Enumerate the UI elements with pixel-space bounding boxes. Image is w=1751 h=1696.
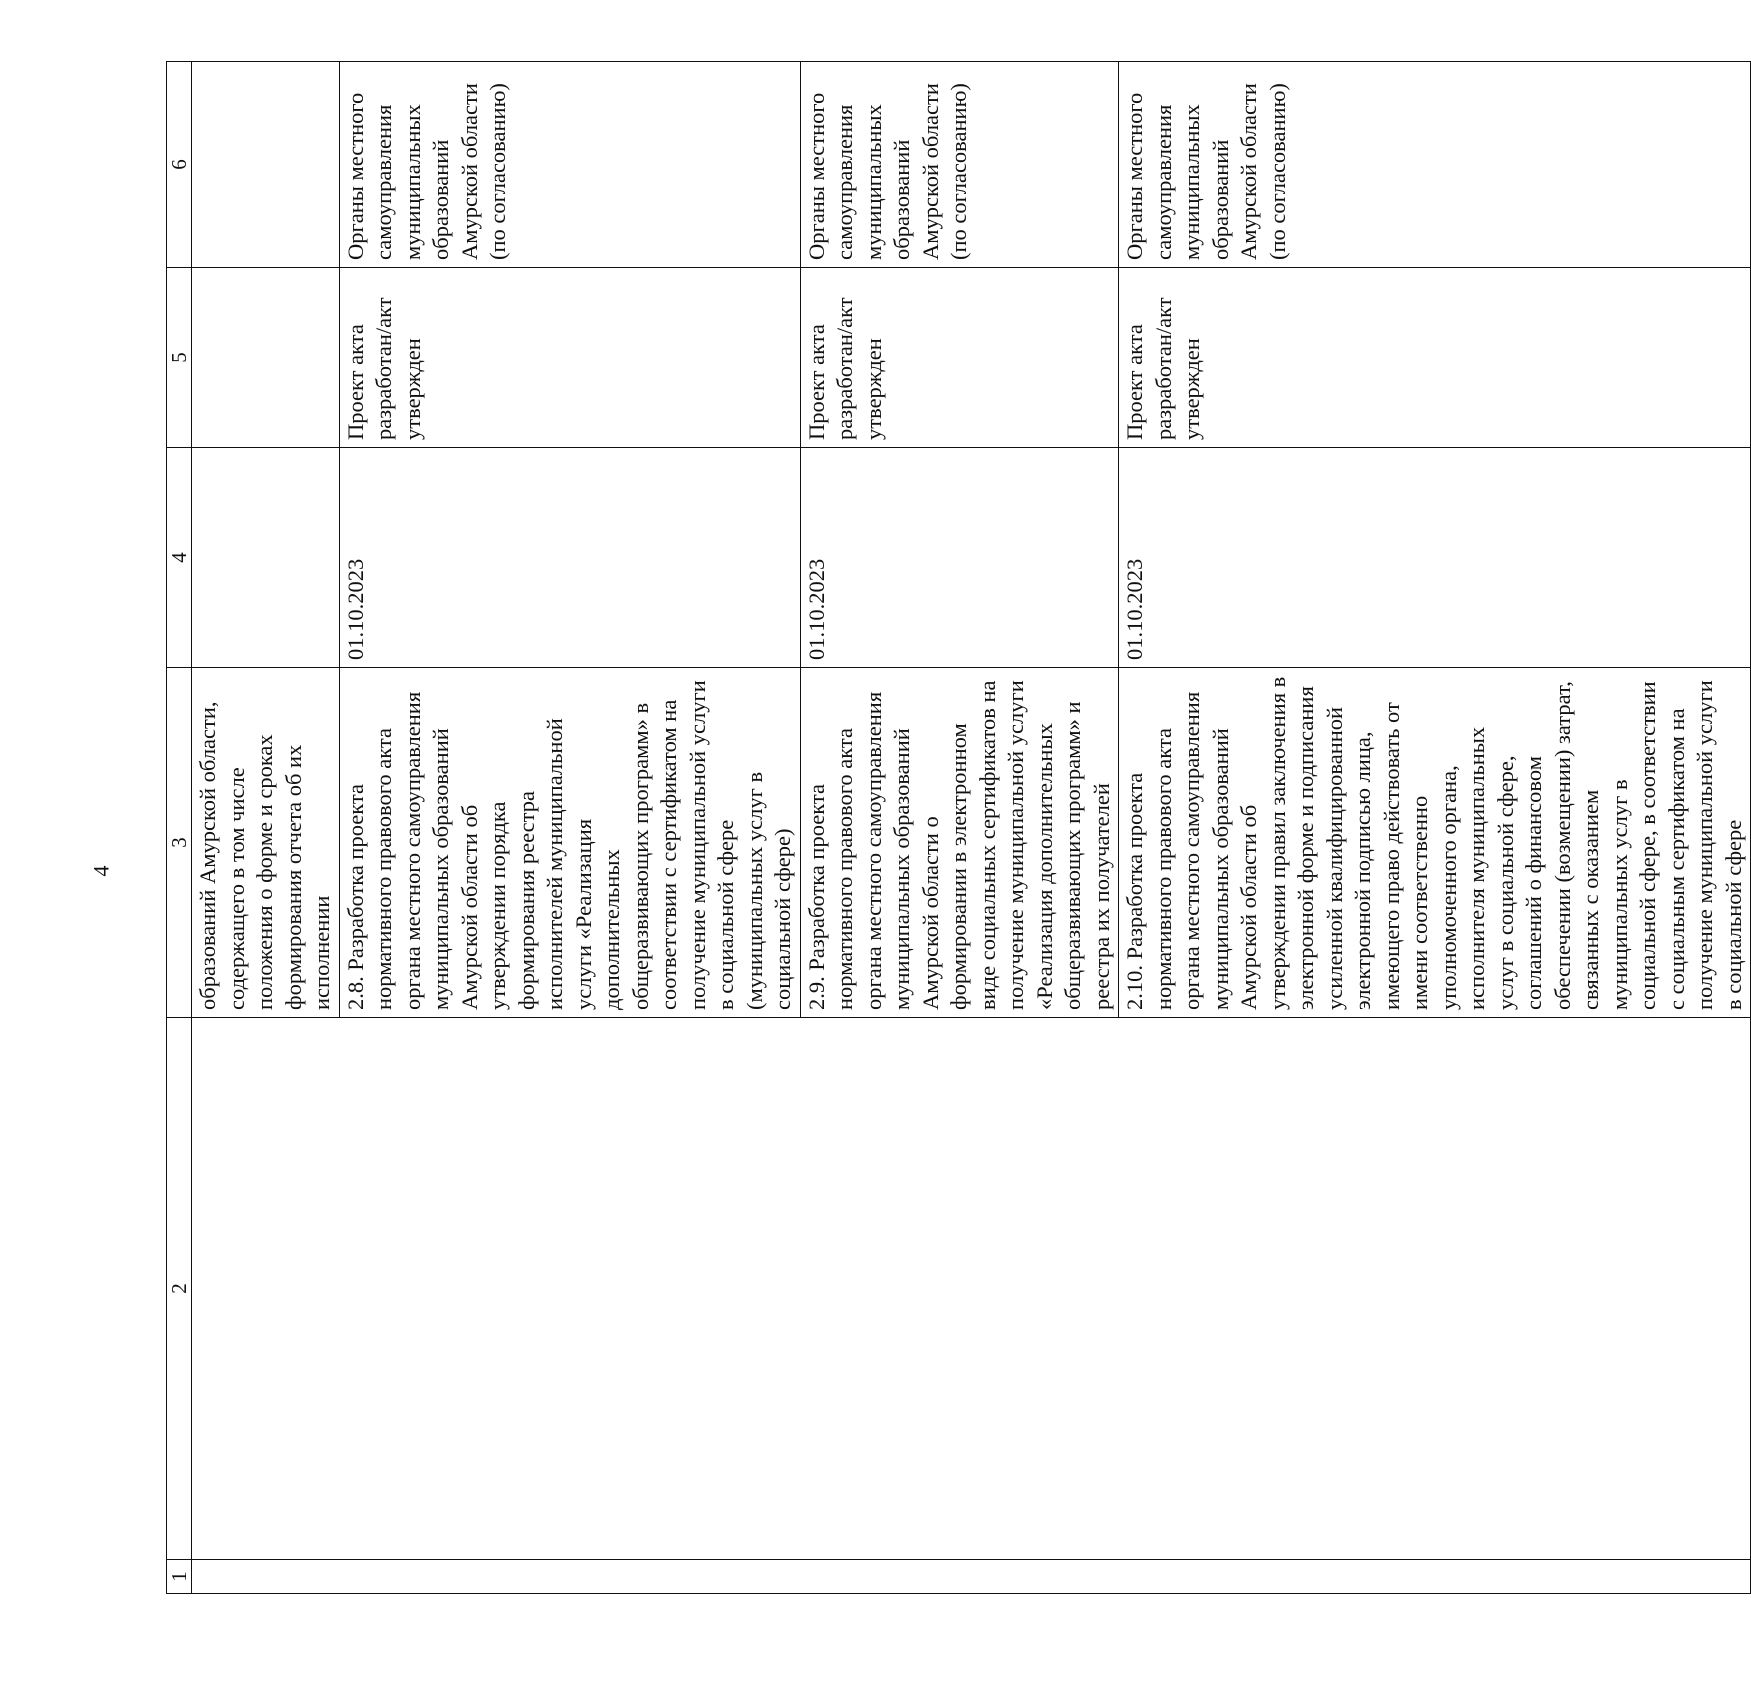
row-responsible: Органы местного самоуправления муниципальных образований Амурской области (по согласованию) bbox=[800, 62, 1119, 268]
header-row bbox=[167, 62, 192, 1594]
row-result: Проект акта разработан/акт утвержден bbox=[800, 268, 1119, 448]
cell-empty bbox=[192, 268, 340, 448]
row-date: 01.10.2023 bbox=[339, 448, 800, 668]
row-description: 2.10. Разработка проекта нормативного правового акта органа местного самоуправления муниципальных образований Амурской области об утверждении правил заключения в электронной форме и подписания усиленной квалифицированной электронной подписью лица, имеющего право действовать от имени соответственно уполномоченного органа, исполнителя муниципальных услуг в социальной сфере, соглашений о финансовом обеспечении (возмещении) затрат, связанных с оказанием муниципальных услуг в социальной сфере, в соответствии с социальным сертификатом на получение муниципальной услуги в социальной сфере bbox=[1119, 668, 1751, 1018]
header-col-5: 5 bbox=[167, 268, 192, 448]
cell-empty bbox=[192, 448, 340, 668]
row-date: 01.10.2023 bbox=[1119, 448, 1751, 668]
plan-table bbox=[166, 61, 1751, 1594]
rotated-table-container bbox=[166, 62, 1746, 1594]
row-description: 2.8. Разработка проекта нормативного правового акта органа местного самоуправления муниципальных образований Амурской области об утверждении порядка формирования реестра исполнителей муниципальной услуги «Реализация дополнительных общеразвивающих программ» в соответствии с сертификатом на получение муниципальной услуги в социальной сфере (муниципальных услуг в социальной сфере) bbox=[339, 668, 800, 1018]
cell-empty bbox=[192, 62, 340, 268]
continuation-text: образований Амурской области, содержащего в том числе положения о форме и сроках формирования отчета об их исполнении bbox=[192, 668, 340, 1018]
row-result: Проект акта разработан/акт утвержден bbox=[1119, 268, 1751, 448]
table-row bbox=[192, 62, 340, 1594]
header-col-6: 6 bbox=[167, 62, 192, 268]
row-description: 2.9. Разработка проекта нормативного правового акта органа местного самоуправления муниципальных образований Амурской области о формировании в электронном виде социальных сертификатов на получение муниципальной услуги «Реализация дополнительных общеразвивающих программ» и реестра их получателей bbox=[800, 668, 1119, 1018]
header-col-4: 4 bbox=[167, 448, 192, 668]
row-result: Проект акта разработан/акт утвержден bbox=[339, 268, 800, 448]
header-col-3: 3 bbox=[167, 668, 192, 1018]
cell-number bbox=[192, 1560, 1751, 1594]
row-date: 01.10.2023 bbox=[800, 448, 1119, 668]
header-col-2: 2 bbox=[167, 1018, 192, 1560]
cell-section bbox=[192, 1018, 1751, 1560]
row-responsible: Органы местного самоуправления муниципальных образований Амурской области (по согласованию) bbox=[339, 62, 800, 268]
row-responsible: Органы местного самоуправления муниципальных образований Амурской области (по согласованию) bbox=[1119, 62, 1751, 268]
header-col-1: 1 bbox=[167, 1560, 192, 1594]
page-number: 4 bbox=[88, 865, 114, 877]
